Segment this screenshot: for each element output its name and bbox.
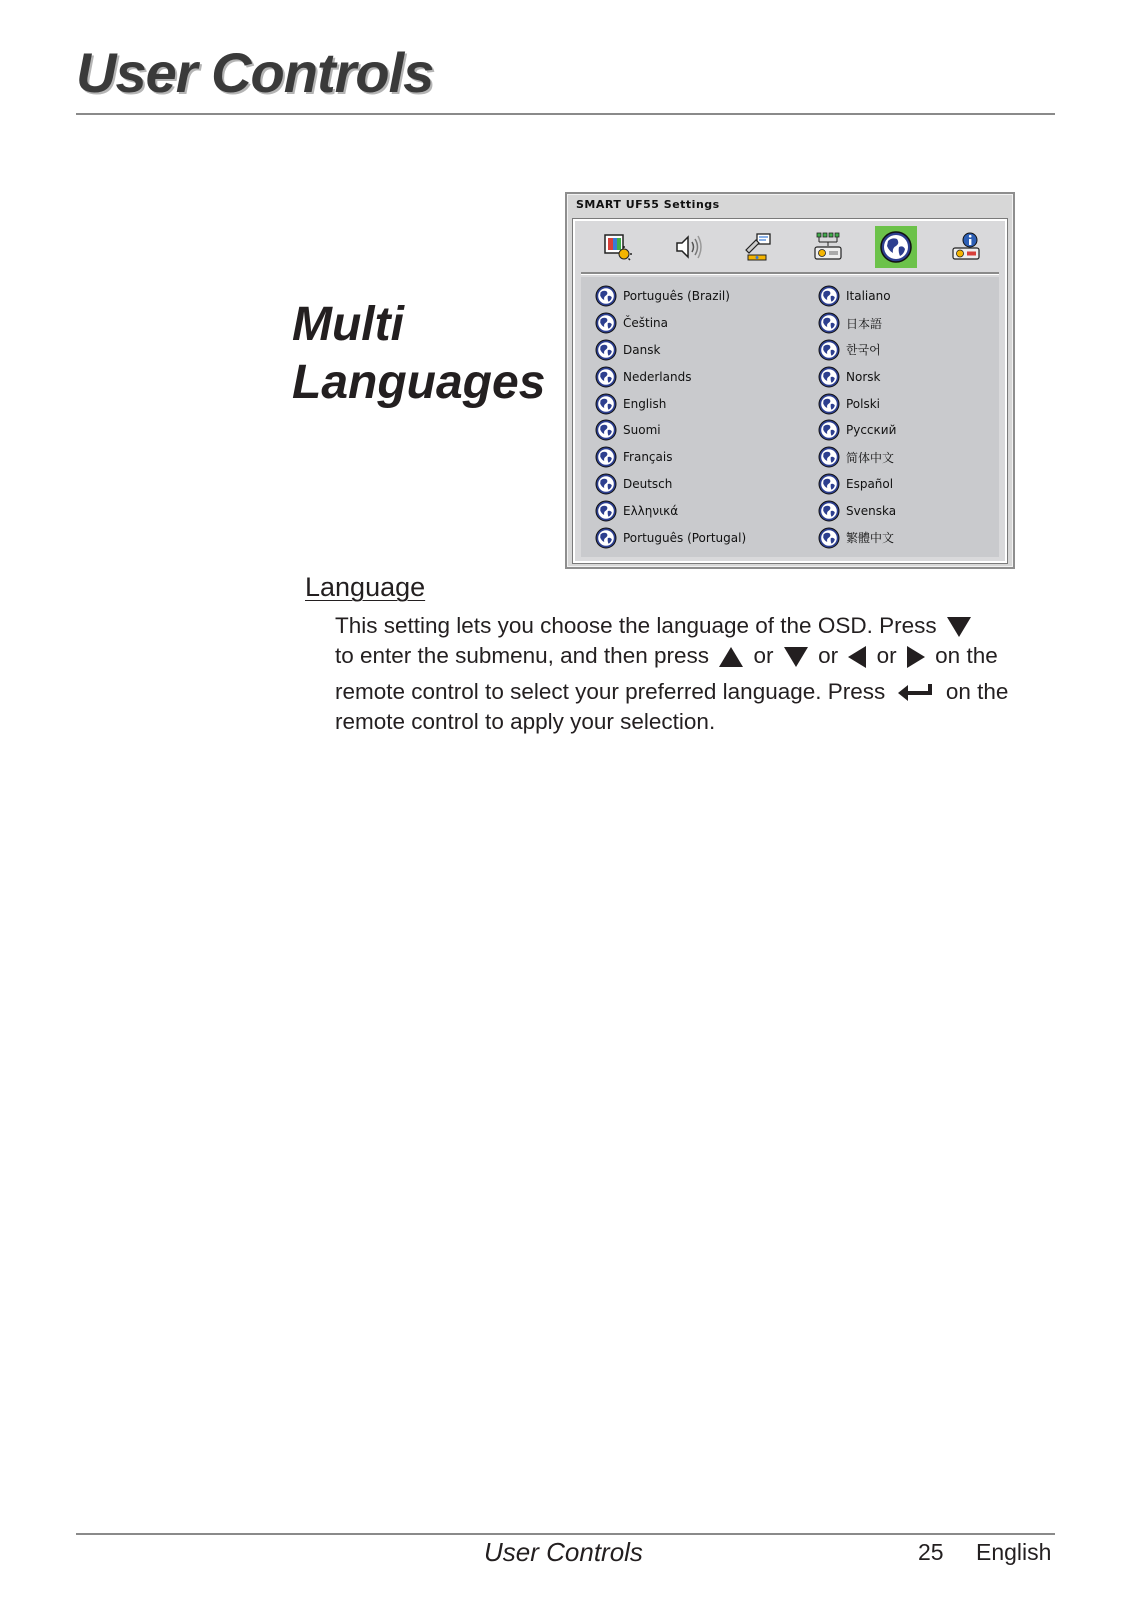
osd-tab-audio[interactable] xyxy=(667,226,709,268)
language-option[interactable] xyxy=(818,390,896,417)
language-label: Português (Portugal) xyxy=(623,530,747,545)
language-option[interactable] xyxy=(818,337,896,364)
language-option[interactable] xyxy=(595,390,746,417)
language-label: Italiano xyxy=(846,289,891,304)
globe-icon xyxy=(818,446,840,468)
language-label: Suomi xyxy=(623,423,661,438)
install-settings-icon xyxy=(740,230,774,264)
image-settings-icon xyxy=(601,230,635,264)
language-column-right xyxy=(818,283,896,551)
page-title: User Controls xyxy=(76,41,434,104)
language-label: 简体中文 xyxy=(846,450,895,465)
osd-window-title: SMART UF55 Settings xyxy=(576,198,720,211)
globe-icon xyxy=(818,473,840,495)
globe-icon xyxy=(595,339,617,361)
footer-section-title: User Controls xyxy=(484,1537,643,1567)
globe-icon xyxy=(818,527,840,549)
globe-icon xyxy=(595,285,617,307)
language-label: Ελληνικά xyxy=(623,503,679,518)
language-option[interactable] xyxy=(595,471,746,498)
language-option[interactable] xyxy=(818,524,896,551)
right-arrow-icon xyxy=(907,646,925,668)
down-arrow-icon xyxy=(947,617,971,637)
network-projector-icon xyxy=(810,230,844,264)
language-option[interactable] xyxy=(818,471,896,498)
globe-icon xyxy=(595,312,617,334)
globe-icon xyxy=(818,312,840,334)
up-arrow-icon xyxy=(719,647,743,667)
language-option[interactable] xyxy=(595,363,746,390)
section-heading-line1: Multi xyxy=(292,298,404,351)
language-label: 繁體中文 xyxy=(846,531,895,546)
description-text-6: remote control to apply your selection. xyxy=(335,709,716,734)
description-line-3 xyxy=(335,677,1055,707)
language-option[interactable] xyxy=(595,524,746,551)
language-option[interactable] xyxy=(595,283,746,310)
language-label: Português (Brazil) xyxy=(623,289,730,304)
globe-icon xyxy=(595,393,617,415)
footer-page-number: 25 xyxy=(918,1539,944,1565)
language-option[interactable] xyxy=(595,497,746,524)
language-label: Nederlands xyxy=(623,369,692,384)
description-text-2: to enter the submenu, and then press xyxy=(335,643,709,668)
description-line-4 xyxy=(335,707,1055,737)
language-option[interactable] xyxy=(818,363,896,390)
language-label: Русский xyxy=(846,423,897,438)
header-divider xyxy=(76,113,1055,115)
description-text-5: on the xyxy=(945,679,1009,704)
globe-icon xyxy=(818,366,840,388)
osd-tab-language[interactable] xyxy=(875,226,917,268)
language-label: Dansk xyxy=(623,342,661,357)
globe-icon xyxy=(595,527,617,549)
description-text-4: remote control to select your preferred language. Press xyxy=(335,679,886,704)
or-text-3: or xyxy=(876,643,897,668)
language-label: Svenska xyxy=(846,503,897,518)
osd-tab-info[interactable] xyxy=(945,226,987,268)
language-label: Norsk xyxy=(846,369,881,384)
globe-icon xyxy=(595,446,617,468)
footer-language: English xyxy=(976,1539,1052,1565)
globe-icon xyxy=(818,285,840,307)
language-option[interactable] xyxy=(595,337,746,364)
language-label: 日本語 xyxy=(846,316,883,331)
description-line-1 xyxy=(335,611,1055,641)
or-text-1: or xyxy=(753,643,774,668)
globe-icon xyxy=(818,393,840,415)
language-label: Français xyxy=(623,450,673,465)
language-option[interactable] xyxy=(818,417,896,444)
osd-language-list xyxy=(581,277,999,557)
language-label: Deutsch xyxy=(623,476,673,491)
language-option[interactable] xyxy=(818,497,896,524)
section-heading-line2: Languages xyxy=(292,356,546,409)
language-label: Čeština xyxy=(623,316,669,331)
globe-icon xyxy=(595,473,617,495)
language-option[interactable] xyxy=(595,310,746,337)
language-option[interactable] xyxy=(818,283,896,310)
info-projector-icon xyxy=(949,230,983,264)
footer-divider xyxy=(76,1533,1055,1535)
language-subheading: Language xyxy=(305,572,426,602)
osd-tab-image[interactable] xyxy=(597,226,639,268)
globe-icon xyxy=(595,366,617,388)
description-text xyxy=(335,611,1055,737)
osd-divider xyxy=(581,272,999,275)
language-label: Español xyxy=(846,476,894,491)
osd-screenshot xyxy=(565,192,1015,569)
language-option[interactable] xyxy=(818,444,896,471)
language-option[interactable] xyxy=(818,310,896,337)
enter-key-icon xyxy=(896,682,936,704)
left-arrow-icon xyxy=(848,646,866,668)
language-column-left xyxy=(595,283,746,551)
globe-icon xyxy=(595,500,617,522)
osd-panel xyxy=(573,219,1007,563)
description-text-3: on the xyxy=(935,643,998,668)
language-label: Polski xyxy=(846,396,881,411)
section-heading xyxy=(292,296,545,412)
globe-icon xyxy=(818,500,840,522)
globe-icon xyxy=(818,419,840,441)
or-text-2: or xyxy=(818,643,839,668)
down-arrow-icon xyxy=(784,647,808,667)
osd-tab-bar xyxy=(597,225,987,269)
globe-icon xyxy=(595,419,617,441)
description-text-1: This setting lets you choose the language of the OSD. Press xyxy=(335,613,937,638)
globe-language-icon xyxy=(878,229,914,265)
osd-tab-network[interactable] xyxy=(806,226,848,268)
language-label: 한국어 xyxy=(846,343,881,358)
globe-icon xyxy=(818,339,840,361)
language-label: English xyxy=(623,396,667,411)
language-option[interactable] xyxy=(595,417,746,444)
osd-tab-setup[interactable] xyxy=(736,226,778,268)
language-option[interactable] xyxy=(595,444,746,471)
audio-speaker-icon xyxy=(671,230,705,264)
description-line-2 xyxy=(335,641,1055,671)
